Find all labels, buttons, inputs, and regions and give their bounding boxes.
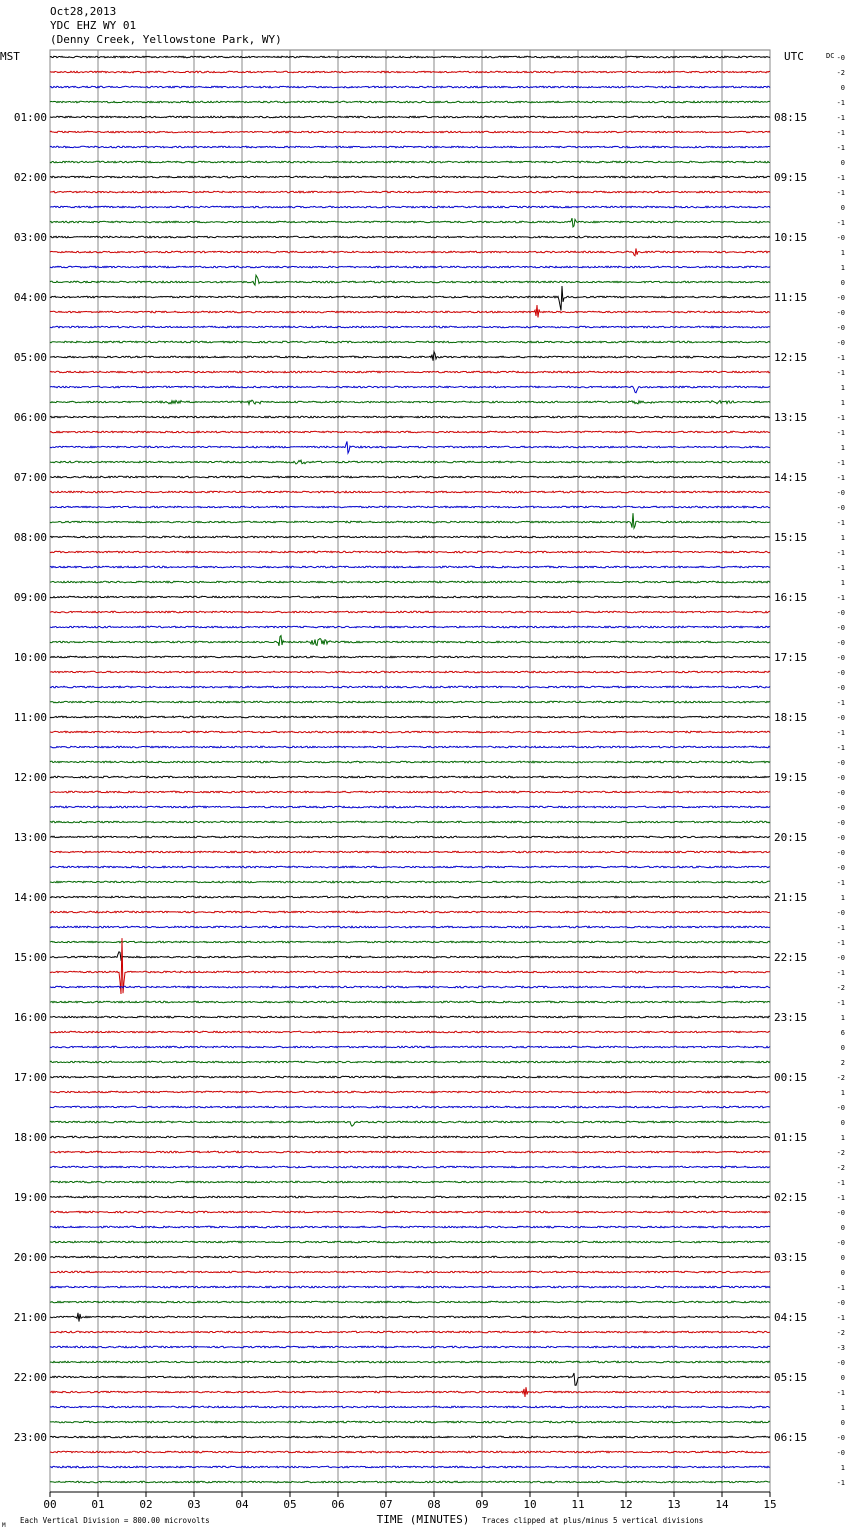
header-date: Oct28,2013 — [50, 5, 117, 18]
dc-offset-label: -0 — [836, 819, 845, 827]
seismic-trace — [50, 701, 770, 703]
seismic-trace — [50, 1286, 770, 1288]
utc-hour-label: 14:15 — [774, 471, 808, 484]
dc-offset-label: -0 — [836, 639, 845, 647]
seismic-trace — [50, 776, 770, 778]
mst-hour-label: 23:00 — [13, 1431, 47, 1444]
utc-axis-label: UTC — [784, 50, 804, 63]
seismic-trace — [50, 791, 770, 793]
dc-offset-label: -1 — [836, 99, 845, 107]
seismic-trace — [50, 1436, 770, 1438]
utc-hour-label: 11:15 — [774, 291, 808, 304]
utc-hour-label: 03:15 — [774, 1251, 808, 1264]
seismic-trace — [50, 249, 770, 256]
seismic-trace — [50, 626, 770, 628]
dc-offset-label: -0 — [836, 54, 845, 62]
mst-hour-label: 15:00 — [13, 951, 47, 964]
dc-offset-label: -1 — [836, 429, 845, 437]
dc-offset-label: 0 — [840, 1119, 845, 1127]
seismic-trace — [50, 1121, 770, 1126]
seismic-trace — [50, 911, 770, 913]
dc-offset-label: -1 — [836, 699, 845, 707]
trace-lines — [50, 56, 770, 1483]
dc-offset-label: 1 — [840, 894, 845, 902]
dc-offset-label: -1 — [836, 144, 845, 152]
dc-offset-label: -1 — [836, 969, 845, 977]
corner-mark: M — [2, 1522, 6, 1529]
seismic-trace — [50, 1346, 770, 1348]
seismic-trace — [50, 161, 770, 163]
dc-offset-label: -1 — [836, 459, 845, 467]
seismic-trace — [50, 656, 770, 658]
dc-offset-label: 0 — [840, 159, 845, 167]
seismic-trace — [50, 476, 770, 478]
seismic-trace — [50, 551, 770, 553]
x-tick-label: 15 — [763, 1498, 777, 1511]
seismic-trace — [50, 286, 770, 311]
seismic-trace — [50, 1387, 770, 1397]
dc-offset-label: 2 — [840, 1059, 845, 1067]
seismic-trace — [50, 866, 770, 868]
seismic-trace — [50, 191, 770, 193]
dc-offset-label: 0 — [840, 204, 845, 212]
seismic-trace — [50, 1301, 770, 1303]
x-axis-title: TIME (MINUTES) — [376, 1513, 470, 1526]
seismic-trace — [50, 1001, 770, 1003]
utc-hour-label: 09:15 — [774, 171, 808, 184]
x-tick-label: 04 — [235, 1498, 249, 1511]
seismic-trace — [50, 386, 770, 393]
dc-offset-label: 1 — [840, 384, 845, 392]
seismic-trace — [50, 341, 770, 343]
dc-offset-label: -0 — [836, 1104, 845, 1112]
seismic-trace — [50, 116, 770, 118]
seismic-trace — [50, 1466, 770, 1468]
dc-offset-label: 6 — [840, 1029, 845, 1037]
seismic-trace — [50, 986, 770, 988]
seismic-trace — [50, 566, 770, 568]
utc-hour-label: 12:15 — [774, 351, 808, 364]
dc-offset-label: -1 — [836, 189, 845, 197]
dc-offset-label: -0 — [836, 714, 845, 722]
dc-offset-label: -0 — [836, 654, 845, 662]
mst-hour-label: 20:00 — [13, 1251, 47, 1264]
dc-offset-label: -0 — [836, 684, 845, 692]
x-tick-label: 12 — [619, 1498, 633, 1511]
dc-offset-label: -1 — [836, 879, 845, 887]
utc-hour-label: 06:15 — [774, 1431, 808, 1444]
x-tick-label: 05 — [283, 1498, 297, 1511]
x-tick-label: 10 — [523, 1498, 537, 1511]
mst-hour-label: 17:00 — [13, 1071, 47, 1084]
seismic-trace — [50, 746, 770, 748]
utc-hour-label: 18:15 — [774, 711, 808, 724]
seismic-trace — [50, 1241, 770, 1243]
seismic-trace — [50, 1091, 770, 1093]
x-tick-label: 00 — [43, 1498, 57, 1511]
dc-offset-label: -2 — [836, 1074, 845, 1082]
dc-offset-label: 1 — [840, 1404, 845, 1412]
seismic-trace — [50, 236, 770, 238]
seismic-trace — [50, 416, 770, 418]
dc-offset-label: -0 — [836, 909, 845, 917]
mst-hour-label: 09:00 — [13, 591, 47, 604]
dc-offset-label: 1 — [840, 1089, 845, 1097]
dc-offset-label: -0 — [836, 489, 845, 497]
dc-offset-label: -1 — [836, 1194, 845, 1202]
seismic-trace — [50, 836, 770, 838]
dc-offset-label: -2 — [836, 1149, 845, 1157]
dc-offset-label: -0 — [836, 1434, 845, 1442]
seismic-trace — [50, 611, 770, 613]
utc-hour-label: 19:15 — [774, 771, 808, 784]
utc-hour-label: 02:15 — [774, 1191, 808, 1204]
dc-offset-label: -0 — [836, 609, 845, 617]
mst-hour-label: 07:00 — [13, 471, 47, 484]
mst-hour-label: 21:00 — [13, 1311, 47, 1324]
mst-hour-label: 02:00 — [13, 171, 47, 184]
seismic-trace — [50, 1136, 770, 1138]
x-tick-label: 08 — [427, 1498, 441, 1511]
mst-hour-label: 16:00 — [13, 1011, 47, 1024]
mst-hour-label: 06:00 — [13, 411, 47, 424]
seismic-trace — [50, 536, 770, 538]
dc-offset-label: -0 — [836, 954, 845, 962]
dc-offset-label: -0 — [836, 774, 845, 782]
seismic-trace — [50, 806, 770, 808]
dc-offset-label: 0 — [840, 1419, 845, 1427]
seismic-trace — [50, 1181, 770, 1183]
seismic-trace — [50, 761, 770, 763]
x-tick-label: 06 — [331, 1498, 345, 1511]
utc-hour-label: 01:15 — [774, 1131, 808, 1144]
mst-hour-label: 04:00 — [13, 291, 47, 304]
dc-offset-label: -1 — [836, 219, 845, 227]
seismic-trace — [50, 176, 770, 178]
utc-hour-label: 20:15 — [774, 831, 808, 844]
seismic-trace — [50, 1406, 770, 1408]
dc-offset-label: -2 — [836, 984, 845, 992]
seismic-trace — [50, 86, 770, 88]
dc-offset-label: 0 — [840, 279, 845, 287]
seismic-trace — [50, 326, 770, 328]
seismic-trace — [50, 431, 770, 433]
seismic-trace — [50, 1256, 770, 1258]
seismic-trace — [50, 1313, 770, 1322]
mst-hour-label: 03:00 — [13, 231, 47, 244]
mst-hour-label: 08:00 — [13, 531, 47, 544]
seismic-trace — [50, 581, 770, 583]
seismic-trace — [50, 131, 770, 133]
seismic-trace — [50, 206, 770, 208]
dc-offset-label: -1 — [836, 594, 845, 602]
seismic-trace — [50, 1211, 770, 1213]
x-tick-label: 14 — [715, 1498, 729, 1511]
dc-offset-label: -1 — [836, 549, 845, 557]
utc-hour-label: 16:15 — [774, 591, 808, 604]
seismic-trace — [50, 56, 770, 58]
x-tick-label: 07 — [379, 1498, 393, 1511]
seismic-trace — [50, 671, 770, 673]
dc-offset-label: -2 — [836, 69, 845, 77]
utc-hour-label: 21:15 — [774, 891, 808, 904]
seismic-trace — [50, 101, 770, 103]
seismic-trace — [50, 1451, 770, 1453]
dc-offset-label: -1 — [836, 519, 845, 527]
dc-offset-label: -1 — [836, 1179, 845, 1187]
dc-offset-label: 1 — [840, 534, 845, 542]
dc-offset-label: 0 — [840, 1374, 845, 1382]
dc-offset-label: -0 — [836, 834, 845, 842]
dc-offset-label: -1 — [836, 939, 845, 947]
seismic-trace — [50, 1016, 770, 1018]
seismic-trace — [50, 1151, 770, 1153]
dc-offset-label: 1 — [840, 1464, 845, 1472]
dc-offset-label: -0 — [836, 1359, 845, 1367]
utc-hour-label: 22:15 — [774, 951, 808, 964]
utc-hour-label: 15:15 — [774, 531, 808, 544]
seismic-trace — [50, 275, 770, 285]
seismic-trace — [50, 1421, 770, 1423]
x-tick-label: 02 — [139, 1498, 153, 1511]
mst-axis-label: MST — [0, 50, 20, 63]
utc-hour-label: 23:15 — [774, 1011, 808, 1024]
seismic-trace — [50, 1361, 770, 1363]
seismic-trace — [50, 1031, 770, 1033]
seismic-trace — [50, 1076, 770, 1078]
dc-offset-label: -1 — [836, 354, 845, 362]
seismic-trace — [50, 1481, 770, 1483]
x-tick-label: 09 — [475, 1498, 489, 1511]
dc-offset-label: 0 — [840, 1224, 845, 1232]
utc-hour-label: 04:15 — [774, 1311, 808, 1324]
seismic-trace — [50, 1271, 770, 1273]
dc-offset-label: 1 — [840, 444, 845, 452]
seismic-trace — [50, 636, 770, 646]
mst-hour-label: 10:00 — [13, 651, 47, 664]
seismic-trace — [50, 1196, 770, 1198]
utc-hour-label: 10:15 — [774, 231, 808, 244]
header-station: YDC EHZ WY 01 — [50, 19, 137, 32]
dc-offset-label: -0 — [836, 1209, 845, 1217]
seismic-trace — [50, 596, 770, 598]
axis-labels — [0, 50, 845, 1529]
x-tick-label: 01 — [91, 1498, 105, 1511]
seismic-trace — [50, 926, 770, 928]
dc-offset-label: -0 — [836, 309, 845, 317]
seismic-trace — [50, 218, 770, 227]
seismic-trace — [50, 513, 770, 528]
dc-offset-label: 1 — [840, 249, 845, 257]
mst-hour-label: 11:00 — [13, 711, 47, 724]
seismic-trace — [50, 1061, 770, 1063]
dc-offset-label: -1 — [836, 924, 845, 932]
seismic-trace — [50, 952, 770, 960]
dc-offset-label: -0 — [836, 504, 845, 512]
dc-offset-label: -2 — [836, 1329, 845, 1337]
dc-offset-label: -1 — [836, 564, 845, 572]
dc-offset-label: 1 — [840, 1134, 845, 1142]
seismic-trace — [50, 938, 770, 994]
dc-offset-label: -0 — [836, 759, 845, 767]
utc-hour-label: 05:15 — [774, 1371, 808, 1384]
dc-offset-label: 0 — [840, 1269, 845, 1277]
seismic-trace — [50, 491, 770, 493]
dc-offset-label: -1 — [836, 999, 845, 1007]
dc-offset-label: -1 — [836, 729, 845, 737]
seismic-trace — [50, 851, 770, 853]
dc-offset-label: -3 — [836, 1344, 845, 1352]
dc-offset-label: -0 — [836, 1239, 845, 1247]
seismic-trace — [50, 371, 770, 373]
seismic-trace — [50, 1373, 770, 1385]
mst-hour-label: 18:00 — [13, 1131, 47, 1144]
dc-offset-label: -1 — [836, 369, 845, 377]
scale-note: Each Vertical Division = 800.00 microvolts — [20, 1516, 210, 1525]
x-tick-label: 03 — [187, 1498, 201, 1511]
dc-offset-label: 1 — [840, 1014, 845, 1022]
dc-offset-label: -0 — [836, 789, 845, 797]
dc-offset-label: -1 — [836, 114, 845, 122]
seismic-trace — [50, 896, 770, 898]
mst-hour-label: 13:00 — [13, 831, 47, 844]
seismic-trace — [50, 881, 770, 883]
dc-offset-label: 1 — [840, 399, 845, 407]
seismic-trace — [50, 1166, 770, 1168]
seismic-trace — [50, 1331, 770, 1333]
seismic-trace — [50, 506, 770, 508]
seismic-trace — [50, 941, 770, 943]
seismic-trace — [50, 686, 770, 688]
clip-note: Traces clipped at plus/minus 5 vertical divisions — [482, 1516, 704, 1525]
dc-offset-label: -0 — [836, 324, 845, 332]
dc-offset-label: -0 — [836, 864, 845, 872]
dc-offset-label: -1 — [836, 1314, 845, 1322]
mst-hour-label: 05:00 — [13, 351, 47, 364]
dc-offset-label: -1 — [836, 1479, 845, 1487]
dc-offset-label: -1 — [836, 1389, 845, 1397]
x-tick-label: 11 — [571, 1498, 585, 1511]
seismic-trace — [50, 1226, 770, 1228]
utc-hour-label: 00:15 — [774, 1071, 808, 1084]
header-location: (Denny Creek, Yellowstone Park, WY) — [50, 33, 282, 46]
seismic-trace — [50, 146, 770, 148]
seismic-trace — [50, 821, 770, 823]
seismic-trace — [50, 400, 770, 404]
seismic-trace — [50, 460, 770, 464]
dc-offset-label: -2 — [836, 1164, 845, 1172]
dc-label: DC — [826, 52, 835, 60]
dc-offset-label: -0 — [836, 669, 845, 677]
seismic-trace — [50, 441, 770, 453]
dc-offset-label: -0 — [836, 234, 845, 242]
mst-hour-label: 14:00 — [13, 891, 47, 904]
dc-offset-label: 1 — [840, 579, 845, 587]
dc-offset-label: 0 — [840, 84, 845, 92]
dc-offset-label: -1 — [836, 474, 845, 482]
mst-hour-label: 12:00 — [13, 771, 47, 784]
dc-offset-label: 1 — [840, 264, 845, 272]
dc-offset-label: -0 — [836, 804, 845, 812]
utc-hour-label: 17:15 — [774, 651, 808, 664]
dc-offset-label: -0 — [836, 624, 845, 632]
dc-offset-label: -0 — [836, 1449, 845, 1457]
seismic-trace — [50, 716, 770, 718]
utc-hour-label: 08:15 — [774, 111, 808, 124]
seismic-trace — [50, 266, 770, 268]
dc-offset-label: -0 — [836, 294, 845, 302]
mst-hour-label: 19:00 — [13, 1191, 47, 1204]
seismic-trace — [50, 71, 770, 73]
mst-hour-label: 22:00 — [13, 1371, 47, 1384]
dc-offset-label: -0 — [836, 339, 845, 347]
seismic-trace — [50, 1046, 770, 1048]
dc-offset-label: -0 — [836, 1299, 845, 1307]
dc-offset-label: -1 — [836, 1284, 845, 1292]
dc-offset-label: -1 — [836, 744, 845, 752]
dc-offset-label: 0 — [840, 1044, 845, 1052]
dc-offset-label: -1 — [836, 174, 845, 182]
mst-hour-label: 01:00 — [13, 111, 47, 124]
seismic-trace — [50, 352, 770, 361]
seismic-trace — [50, 1106, 770, 1108]
dc-offset-label: 0 — [840, 1254, 845, 1262]
seismic-trace — [50, 305, 770, 317]
utc-hour-label: 13:15 — [774, 411, 808, 424]
dc-offset-label: -0 — [836, 849, 845, 857]
dc-offset-label: -1 — [836, 129, 845, 137]
seismic-trace — [50, 731, 770, 733]
dc-offset-label: -1 — [836, 414, 845, 422]
x-tick-label: 13 — [667, 1498, 681, 1511]
